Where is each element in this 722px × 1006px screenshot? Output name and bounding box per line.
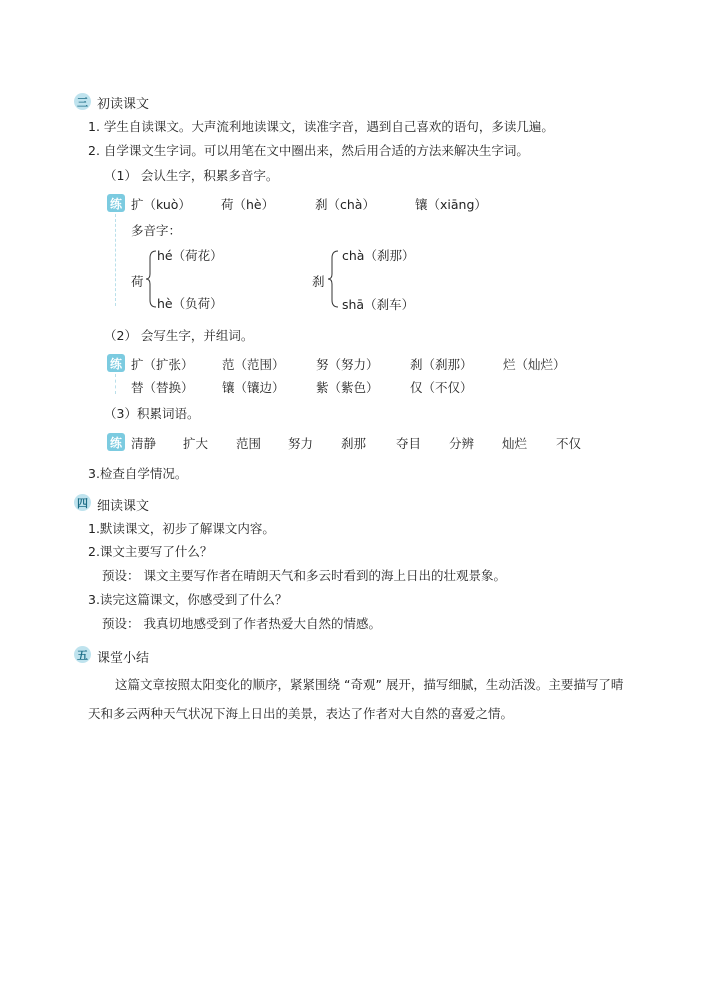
word-item: 夺目 (396, 436, 422, 451)
write-item: 范（范围） (222, 357, 285, 372)
word-item: 不仅 (556, 436, 582, 451)
list-item: 3.检查自学情况。 (88, 466, 188, 481)
list-item: 1.默读课文，初步了解课文内容。 (88, 521, 275, 536)
sub-item: （1） 会认生字，积累多音字。 (104, 168, 279, 183)
reading-item: hè（负荷） (157, 296, 223, 311)
practice-icon: 练 (107, 194, 125, 212)
write-item: 努（努力） (316, 357, 379, 372)
sub-item: （2） 会写生字，并组词。 (104, 328, 254, 343)
word-item: 清静 (131, 436, 157, 451)
word-item: 努力 (288, 436, 314, 451)
section-badge: 三 (74, 93, 91, 110)
write-item: 替（替换） (131, 380, 194, 395)
word-item: 灿烂 (502, 436, 528, 451)
answer-text: 预设： 我真切地感受到了作者热爱大自然的情感。 (102, 616, 381, 631)
practice-icon: 练 (107, 433, 125, 451)
polyphone-char: 荷 (131, 274, 144, 289)
section-title: 细读课文 (97, 499, 150, 514)
divider (115, 374, 116, 394)
write-item: 烂（灿烂） (503, 357, 566, 372)
write-item: 扩（扩张） (131, 357, 194, 372)
polyphone-label: 多音字： (131, 223, 182, 238)
practice-icon: 练 (107, 354, 125, 372)
reading-item: shā（刹车） (342, 297, 415, 312)
section-badge: 四 (74, 494, 91, 511)
pinyin-item: 镶（xiāng） (415, 197, 487, 212)
list-item: 1. 学生自读课文。大声流利地读课文，读准字音，遇到自己喜欢的语句，多读几遍。 (88, 119, 554, 134)
divider (115, 214, 116, 306)
section-badge: 五 (74, 646, 91, 663)
answer-text: 预设： 课文主要写作者在晴朗天气和多云时看到的海上日出的壮观景象。 (102, 568, 506, 583)
word-item: 分辨 (449, 436, 475, 451)
summary-paragraph: 天和多云两种天气状况下海上日出的美景，表达了作者对大自然的喜爱之情。 (88, 706, 514, 721)
list-item: 2. 自学课文生字词。可以用笔在文中圈出来，然后用合适的方法来解决生字词。 (88, 143, 529, 158)
polyphone-char: 刹 (312, 274, 325, 289)
brace-icon (327, 250, 339, 308)
summary-paragraph: 这篇文章按照太阳变化的顺序，紧紧围绕 “奇观” 展开，描写细腻，生动活泼。主要描写了晴 (115, 677, 624, 692)
pinyin-item: 刹（chà） (315, 197, 375, 212)
list-item: 2.课文主要写了什么？ (88, 544, 213, 559)
brace-icon (145, 250, 157, 308)
sub-item: （3）积累词语。 (104, 406, 200, 421)
write-item: 仅（不仅） (410, 380, 473, 395)
write-item: 紫（紫色） (316, 380, 379, 395)
word-item: 扩大 (183, 436, 209, 451)
section-title: 课堂小结 (97, 651, 150, 666)
write-item: 刹（刹那） (410, 357, 473, 372)
word-item: 范围 (236, 436, 262, 451)
pinyin-item: 扩（kuò） (131, 197, 191, 212)
word-item: 刹那 (341, 436, 367, 451)
write-item: 镶（镶边） (222, 380, 285, 395)
reading-item: hé（荷花） (157, 248, 223, 263)
reading-item: chà（刹那） (342, 248, 415, 263)
list-item: 3.读完这篇课文，你感受到了什么？ (88, 592, 288, 607)
section-title: 初读课文 (97, 97, 150, 112)
pinyin-item: 荷（hè） (221, 197, 275, 212)
